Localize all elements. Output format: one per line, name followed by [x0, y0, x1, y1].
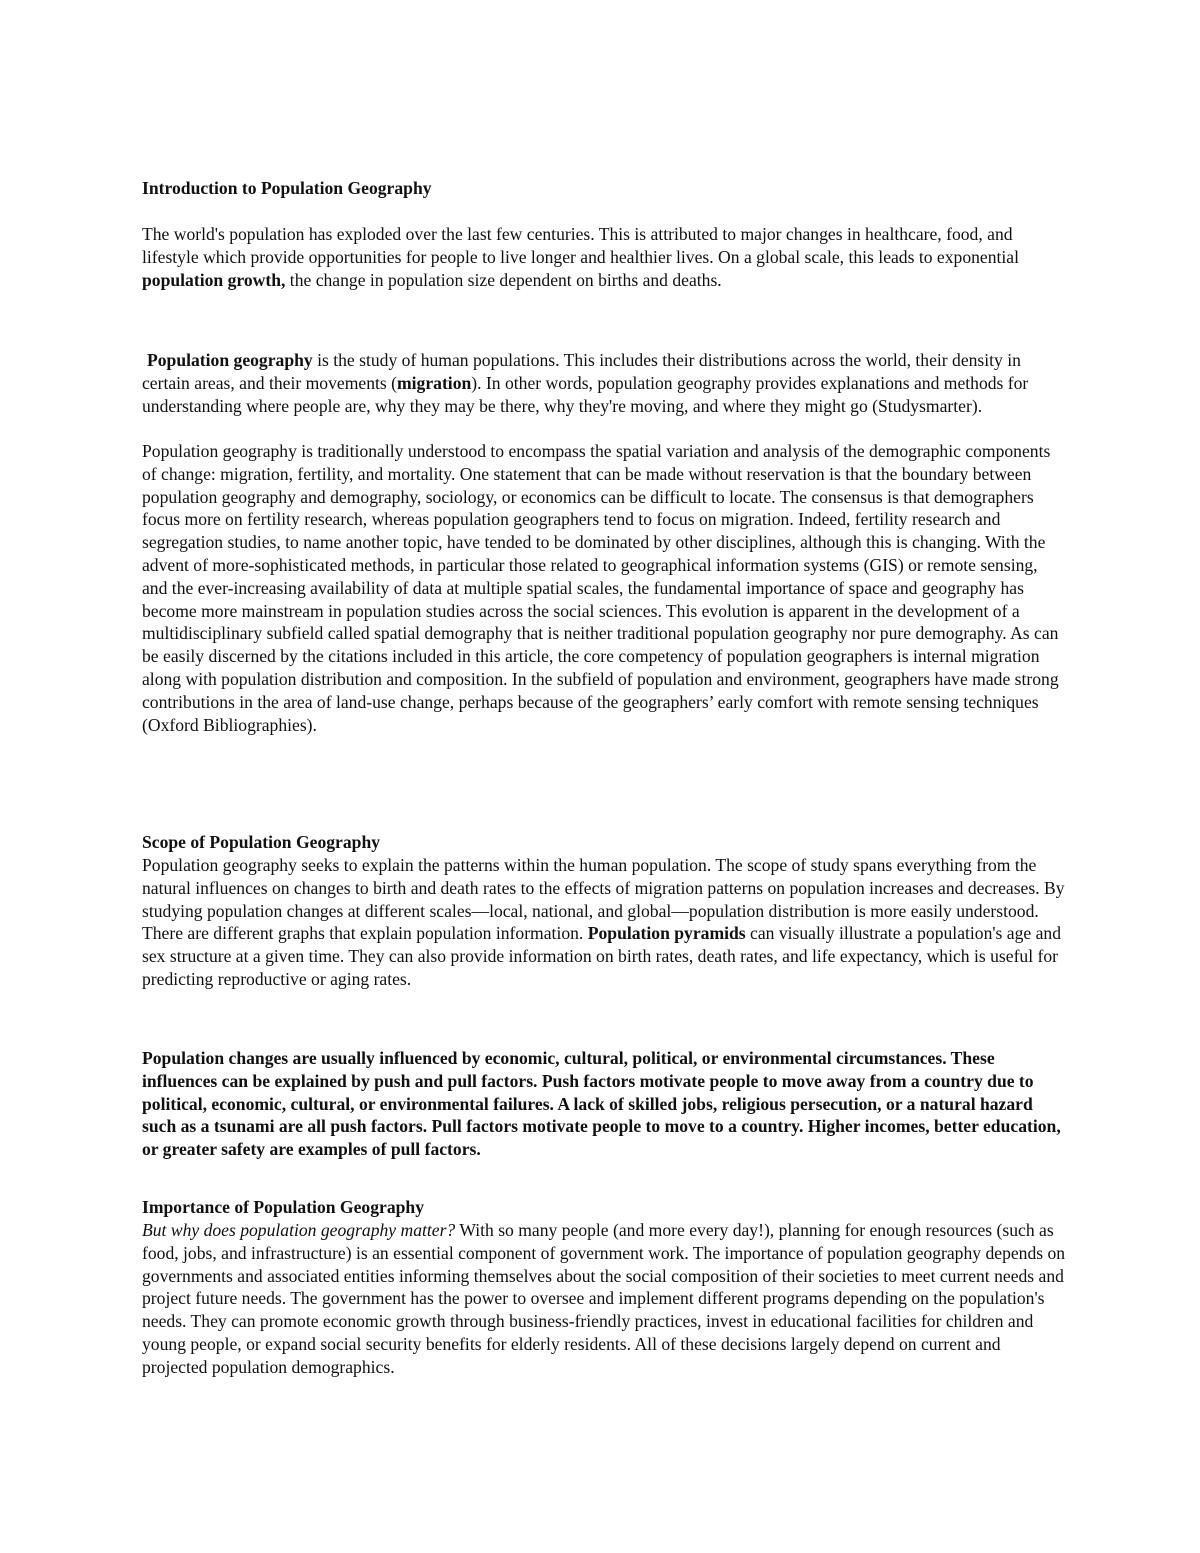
term-migration: migration [397, 372, 472, 393]
importance-paragraph [142, 1219, 1067, 1379]
demography-paragraph: Population geography is traditionally understood to encompass the spatial variation and analysis of the demographic components of change: migration, fertility, and mortality. One statement that can be made without reservation is that the boundary between population geography and demography, sociology, or economics can be difficult to locate. The consensus is that demographers focus more on fertility research, whereas population geographers tend to focus on migration. Indeed, fertility research and segregation studies, to name another topic, have tended to be dominated by other disciplines, although this is changing. With the advent of more-sophisticated methods, in particular those related to geographical information systems (GIS) or remote sensing, and the ever-increasing availability of data at multiple spatial scales, the fundamental importance of space and geography has become more mainstream in population studies across the social sciences. This evolution is apparent in the development of a multidisciplinary subfield called spatial demography that is neither traditional population geography nor pure demography. As can be easily discerned by the citations included in this article, the core competency of population geographers is internal migration along with population distribution and composition. In the subfield of population and environment, geographers have made strong contributions in the area of land-use change, perhaps because of the geographers’ early comfort with remote sensing techniques (Oxford Bibliographies). [142, 441, 1059, 735]
definition-paragraph [142, 349, 1067, 417]
scope-paragraph [142, 854, 1067, 991]
importance-heading: Importance of Population Geography [142, 1197, 424, 1217]
scope-text-a: Population geography seeks to explain the patterns within the human population. The scope of study spans everything from the natural influences on changes to birth and death rates to the effects of migration patterns on population increases and decreases. By studying population changes at different scales—local, national, and global—population distribution is more easily understood. There are different graphs that explain population information. [142, 855, 1065, 944]
scope-heading: Scope of Population Geography [142, 832, 381, 852]
importance-question: But why does population geography matter? [142, 1220, 456, 1240]
definition-text-b: ). In other words, population geography provides explanations and methods for understanding where people are, why they may be there, why they're moving, and where they might go (Studysmarter). [142, 372, 1029, 416]
term-population-pyramids: Population pyramids [587, 923, 746, 944]
importance-text: With so many people (and more every day!), planning for enough resources (such as food, jobs, and infrastructure) is an essential component of government work. The importance of population geography depends on governments and associated entities informing themselves about the social composition of their societies to meet current needs and project future needs. The government has the power to oversee and implement different programs depending on the population's needs. They can promote economic growth through business-friendly practices, invest in educational facilities for children and young people, or expand social security benefits for elderly residents. All of these decisions largely depend on current and projected population demographics. [142, 1220, 1066, 1377]
scope-text-b: can visually illustrate a population's age and sex structure at a given time. They can also provide information on birth rates, death rates, and life expectancy, which is useful for predicting reproductive or aging rates. [142, 923, 1061, 989]
term-population-geography: Population geography [147, 350, 313, 370]
definition-text-a: is the study of human populations. This includes their distributions across the world, their density in certain areas, and their movements ( [142, 350, 1021, 393]
intro-paragraph [142, 223, 1067, 291]
push-pull-paragraph: Population changes are usually influenced by economic, cultural, political, or environmental circumstances. These influences can be explained by push and pull factors. Push factors motivate people to move away from a country due to political, economic, cultural, or environmental failures. A lack of skilled jobs, religious persecution, or a natural hazard such as a tsunami are all push factors. Pull factors motivate people to move to a country. Higher incomes, better education, or greater safety are examples of pull factors. [142, 1048, 1061, 1160]
term-population-growth: population growth, [142, 269, 286, 290]
intro-text-b: the change in population size dependent on births and deaths. [285, 269, 722, 290]
intro-text-a: The world's population has exploded over the last few centuries. This is attributed to major changes in healthcare, food, and lifestyle which provide opportunities for people to live longer and healthier lives. On a global scale, this leads to exponential [142, 224, 1020, 267]
intro-heading: Introduction to Population Geography [142, 178, 432, 198]
